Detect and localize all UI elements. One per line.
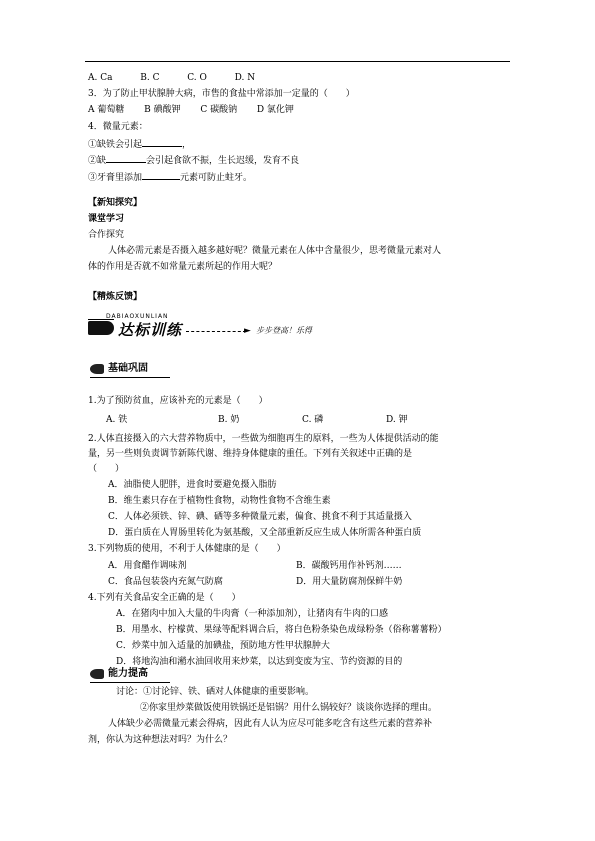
q4-option-d: D．将地沟油和潲水油回收用来炒菜，以达到变废为宝、节约资源的目的 bbox=[116, 657, 403, 667]
q4-option-a: A．在猪肉中加入大量的牛肉膏（一种添加剂），让猪肉有牛肉的口感 bbox=[116, 609, 389, 619]
q4-item-1-tail: ， bbox=[182, 140, 192, 150]
q4-option-b: B．用墨水、柠檬黄、果绿等配料调合后，将白色粉条染色成绿粉条（俗称薯薯粉） bbox=[116, 625, 447, 635]
subheading-class-study: 课堂学习 bbox=[88, 214, 125, 224]
q4-item-3 bbox=[88, 170, 252, 185]
option-d: D. N bbox=[234, 73, 256, 83]
q4-stem: 4．微量元素： bbox=[88, 122, 148, 132]
q4-item-3-tail: 元素可防止蛀牙。 bbox=[180, 173, 253, 183]
q3-stem: 3．为了防止甲状腺肿大病，市售的食盐中常添加一定量的（ ） bbox=[88, 89, 355, 99]
option-a: A 葡萄糖 bbox=[88, 105, 125, 115]
answer-blank[interactable] bbox=[142, 137, 182, 147]
q4-item-2 bbox=[88, 153, 299, 168]
tag-underline bbox=[90, 682, 170, 683]
q2-option-a: A．油脂使人肥胖，进食时要避免摄入脂肪 bbox=[108, 480, 277, 490]
arrow-icon: ► bbox=[244, 326, 251, 336]
q2-option-d: D．蛋白质在人胃肠里转化为氨基酸，又全部重新反应生成人体所需各种蛋白质 bbox=[108, 528, 422, 538]
q4-item-2-tail: 会引起食欲不振，生长迟缓，发育不良 bbox=[146, 156, 300, 166]
q2-stem-line: 2.人体直接摄入的六大营养物质中，一些做为细胞再生的原料，一些为人体提供活动的能 bbox=[88, 434, 439, 444]
section-heading-feedback: 【精炼反馈】 bbox=[88, 292, 143, 302]
q4-item-3-text: ③牙膏里添加 bbox=[88, 173, 143, 183]
q2-stem-line: （ ） bbox=[88, 464, 125, 474]
tag-basic: 基础巩固 bbox=[90, 362, 148, 376]
option-b: B. C bbox=[140, 73, 160, 83]
answer-blank[interactable] bbox=[106, 153, 146, 163]
q4-item-1-text: ①缺铁会引起 bbox=[88, 140, 143, 150]
answer-blank[interactable] bbox=[142, 170, 180, 180]
paragraph-line: 体的作用是否就不如常量元素所起的作用大呢？ bbox=[88, 262, 278, 272]
q3-option-a: A．用食醋作调味剂 bbox=[108, 561, 187, 571]
discussion-line: ②你家里炒菜做饭使用铁锅还是铝锅？用什么锅较好？谈谈你选择的理由。 bbox=[140, 703, 438, 713]
paragraph-line: 剂，你认为这种想法对吗？为什么？ bbox=[88, 735, 233, 745]
q3-option-d: D．用大量防腐剂保鲜牛奶 bbox=[296, 577, 403, 587]
q4-item-1 bbox=[88, 137, 191, 152]
option-c: C. 磷 bbox=[302, 415, 324, 425]
q4-stem: 4.下列有关食品安全正确的是（ ） bbox=[88, 593, 241, 603]
subheading-cooperation: 合作探究 bbox=[88, 230, 125, 240]
q1-options bbox=[106, 414, 408, 427]
q4-item-2-text: ②缺 bbox=[88, 156, 107, 166]
discussion-line: 讨论：①讨论锌、铁、硒对人体健康的重要影响。 bbox=[116, 687, 315, 697]
q3-option-b: B．碳酸钙用作补钙剂…… bbox=[296, 561, 402, 571]
banner-pinyin: DABIAOXUNLIAN bbox=[106, 313, 169, 320]
q2-option-b: B．维生素只存在于植物性食物，动物性食物不含维生素 bbox=[108, 496, 331, 506]
q3-option-c: C．食品包装袋内充氮气防腐 bbox=[108, 577, 223, 587]
tag-ability: 能力提高 bbox=[90, 667, 148, 681]
header-rule bbox=[85, 61, 510, 62]
q4-option-c: C．炒菜中加入适量的加碘盐，预防地方性甲状腺肿大 bbox=[116, 641, 330, 651]
q3-stem: 3.下列物质的使用，不利于人体健康的是（ ） bbox=[88, 544, 286, 554]
paragraph-line: 人体必需元素是否摄入越多越好呢？微量元素在人体中含量很少，思考微量元素对人 bbox=[108, 246, 442, 256]
practice-banner bbox=[88, 313, 328, 343]
section-heading-new: 【新知探究】 bbox=[88, 198, 143, 208]
option-b: B. 奶 bbox=[218, 415, 240, 425]
q3-options-line bbox=[88, 104, 294, 117]
option-c: C. O bbox=[187, 73, 207, 83]
q1-stem: 1.为了预防贫血，应该补充的元素是（ ） bbox=[88, 396, 268, 406]
pen-icon bbox=[88, 321, 114, 335]
tag-underline bbox=[90, 377, 170, 378]
banner-slogan: 步步登高！乐得 bbox=[256, 326, 312, 335]
option-c: C 碳酸钠 bbox=[200, 105, 238, 115]
q2-options-line bbox=[88, 72, 255, 85]
q2-stem-line: 量，另一些则负责调节新陈代谢、维持身体健康的重任。下列有关叙述中正确的是 bbox=[88, 449, 413, 459]
q2-option-c: C．人体必须铁、锌、碘、硒等多种微量元素，偏食、挑食不利于其适量摄入 bbox=[108, 512, 412, 522]
option-a: A. 铁 bbox=[106, 415, 128, 425]
option-d: D. 钾 bbox=[386, 415, 408, 425]
option-d: D 氯化钾 bbox=[256, 105, 294, 115]
option-b: B 碘酸钾 bbox=[144, 105, 181, 115]
banner-title: 达标训练 bbox=[118, 321, 183, 339]
option-a: A. Ca bbox=[88, 73, 113, 83]
paragraph-line: 人体缺少必需微量元素会得病，因此有人认为应尽可能多吃含有这些元素的营养补 bbox=[108, 719, 433, 729]
banner-dashline bbox=[186, 331, 246, 332]
